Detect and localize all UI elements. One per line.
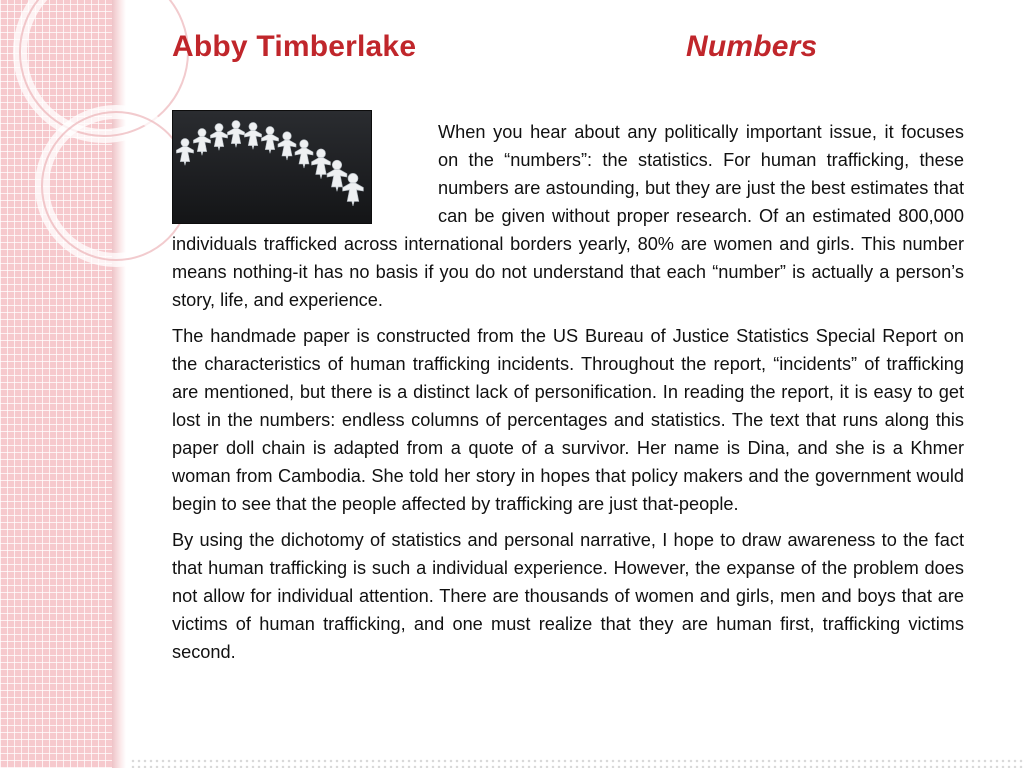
paper-doll-chain-image xyxy=(173,111,371,223)
section-heading: Numbers xyxy=(686,30,818,63)
author-name: Abby Timberlake xyxy=(172,30,417,63)
paragraph-1: When you hear about any politically important issue, it focuses on the “numbers”: the statistics. For human trafficking, these numbers are astounding, but they are just the best estimates that can be given without proper research. Of an estimated 800,000 individuals trafficked across international borders yearly, 80% are women and girls. This number means nothing-it has no basis if you do not understand that each “number” is actually a person’s story, life, and experience. xyxy=(172,122,964,310)
slide-body xyxy=(172,118,964,674)
bottom-dotted-rule xyxy=(130,758,1024,768)
paper-doll-chain-photo xyxy=(172,110,372,224)
slide-title xyxy=(172,30,818,64)
paragraph-3: By using the dichotomy of statistics and personal narrative, I hope to draw awareness to the fact that human trafficking is such a individual experience. However, the expanse of the problem does not allow for individual attention. There are thousands of women and girls, men and boys that are victims of human trafficking, and one must realize that they are human first, trafficking victims second. xyxy=(172,530,964,662)
paragraph-2: The handmade paper is constructed from the US Bureau of Justice Statistics Special Report on the characteristics of human trafficking incidents. Throughout the report, “incidents” of trafficking are mentioned, but there is a distinct lack of personification. In reading the report, it is easy to get lost in the numbers: endless columns of percentages and statistics. The text that runs along this paper doll chain is adapted from a quote of a survivor. Her name is Dina, and she is a Khmer woman from Cambodia. She told her story in hopes that policy makers and the government would begin to see that the people affected by trafficking are just that-people. xyxy=(172,326,964,514)
decorative-circles xyxy=(0,0,200,300)
